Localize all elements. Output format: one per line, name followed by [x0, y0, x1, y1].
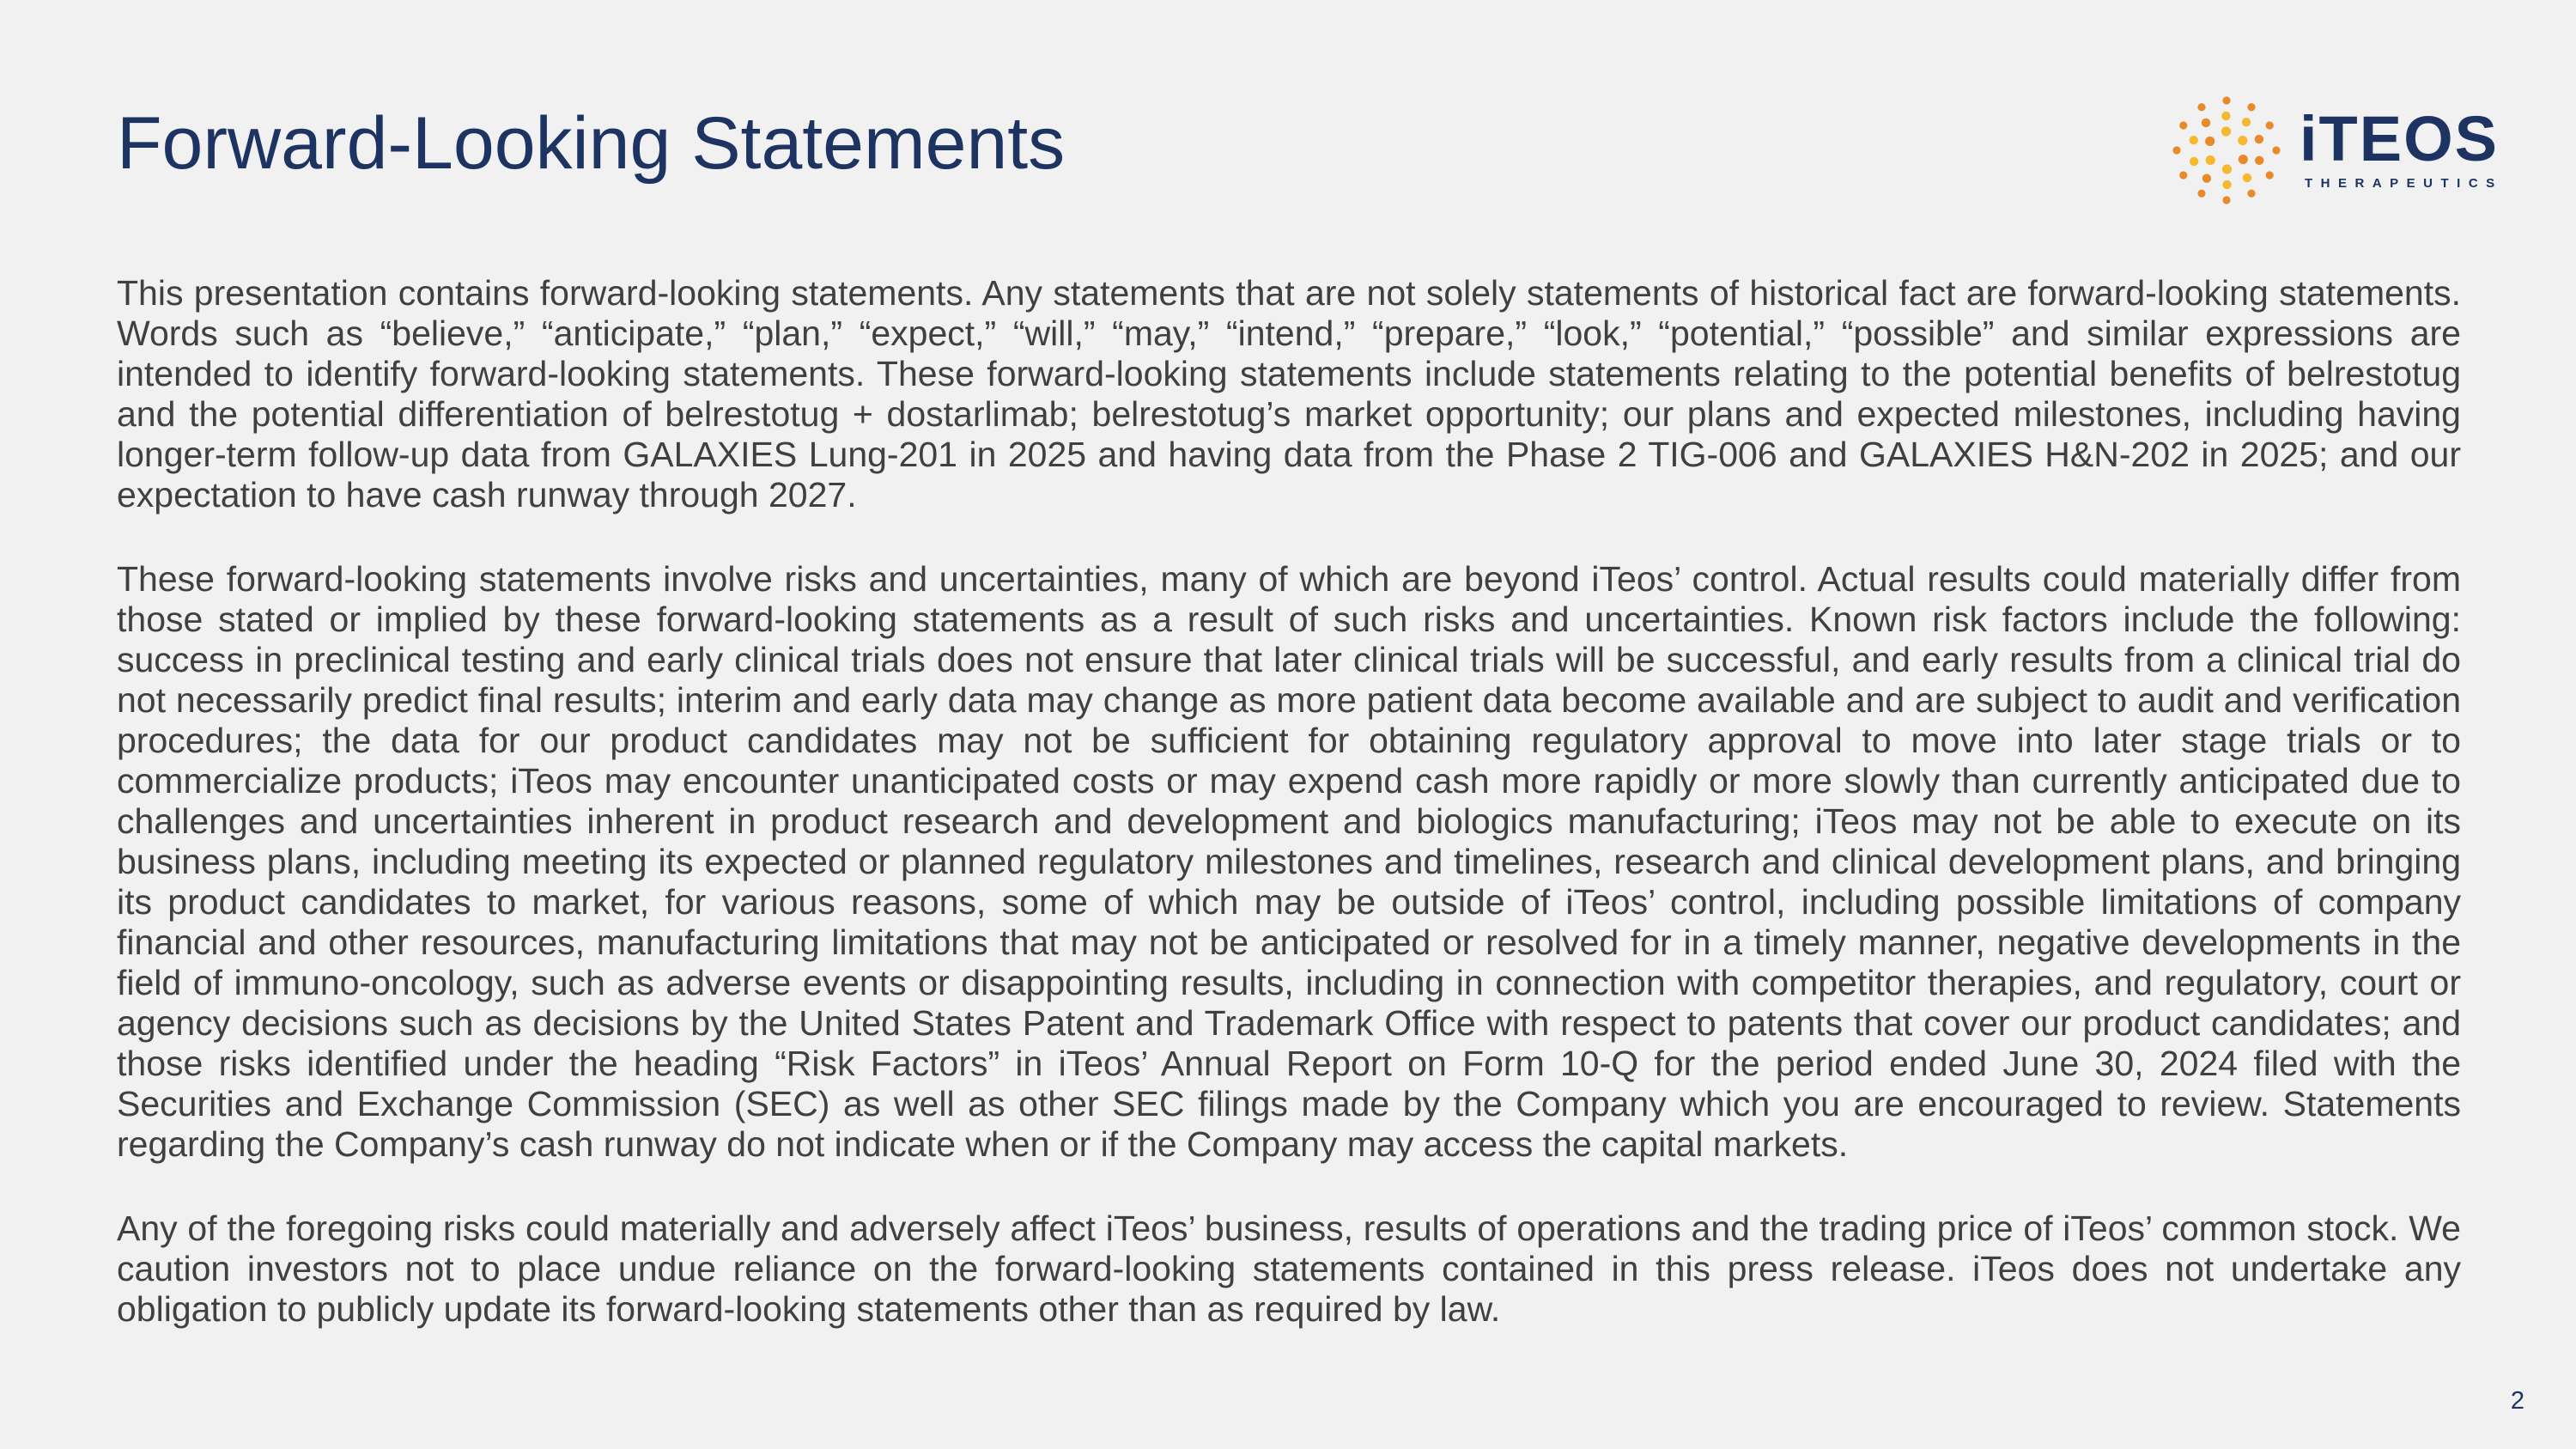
sunburst-dots-icon [2171, 94, 2282, 206]
paragraph-intro: This presentation contains forward-looking statements. Any statements that are not solely statements of historical fact are forward-looking statements. Words such as “believe,” “anticipate,” “plan,” “expect,” “will,” “may,” “intend,” “prepare,” “look,” “potential,” “possible” and similar expressions are intended to identify forward-looking statements. These forward-looking statements include statements relating to the potential benefits of belrestotug and the potential differentiation of belrestotug + dostarlimab; belrestotug’s market opportunity; our plans and expected milestones, including having longer-term follow-up data from GALAXIES Lung-201 in 2025 and having data from the Phase 2 TIG-006 and GALAXIES H&N-202 in 2025; and our expectation to have cash runway through 2027. [117, 273, 2461, 514]
logo-dot [2222, 164, 2232, 174]
page-number: 2 [2510, 1387, 2524, 1415]
logo-dot [2206, 155, 2215, 165]
logo-dot [2272, 146, 2280, 154]
logo-dot [2197, 190, 2205, 198]
logo-dot [2202, 119, 2210, 127]
logo-dot [2247, 190, 2255, 198]
logo-dot [2172, 146, 2180, 154]
logo-dot [2266, 171, 2274, 179]
logo-dot [2255, 156, 2263, 165]
paragraph-risks: These forward-looking statements involve risks and uncertainties, many of which are beyond iTeos’ control. Actual results could materially differ from those stated or implied by these forward-looking statements as a result of such risks and uncertainties. Known risk factors include the following: success in preclinical testing and early clinical trials does not ensure that later clinical trials will be successful, and early results from a clinical trial do not necessarily predict final results; interim and early data may change as more patient data become available and are subject to audit and verification procedures; the data for our product candidates may not be sufficient for obtaining regulatory approval to move into later stage trials or to commercialize products; iTeos may encounter unanticipated costs or may expend cash more rapidly or more slowly than currently anticipated due to challenges and uncertainties inherent in product research and development and biologics manufacturing; iTeos may not be able to execute on its business plans, including meeting its expected or planned regulatory milestones and timelines, research and clinical development plans, and bringing its product candidates to market, for various reasons, some of which may be outside of iTeos’ control, including possible limitations of company financial and other resources, manufacturing limitations that may not be anticipated or resolved for in a timely manner, negative developments in the field of immuno-oncology, such as adverse events or disappointing results, including in connection with competitor therapies, and regulatory, court or agency decisions such as decisions by the United States Patent and Trademark Office with respect to patents that cover our product candidates; and those risks identified under the heading “Risk Factors” in iTeos’ Annual Report on Form 10-Q for the period ended June 30, 2024 filed with the Securities and Exchange Commission (SEC) as well as other SEC filings made by the Company which you are encouraged to review. Statements regarding the Company’s cash runway do not indicate when or if the Company may access the capital markets. [117, 559, 2461, 1164]
logo-dot [2221, 112, 2230, 120]
page-title: Forward-Looking Statements [117, 102, 1066, 185]
logo-dot [2221, 126, 2231, 136]
logo-dot [2205, 137, 2215, 146]
statement-body [117, 273, 2461, 1373]
logo-tagline: THERAPEUTICS [2305, 176, 2503, 191]
logo-dot [2222, 96, 2230, 104]
logo-dot [2238, 136, 2247, 145]
company-logo [2171, 94, 2506, 206]
logo-dot [2190, 136, 2198, 144]
logo-dot [2255, 135, 2263, 143]
logo-dot [2197, 103, 2205, 111]
logo-dot [2266, 121, 2274, 129]
paragraph-caution: Any of the foregoing risks could materially and adversely affect iTeos’ business, results of operations and the trading price of iTeos’ common stock. We caution investors not to place undue reliance on the forward-looking statements contained in this press release. iTeos does not undertake any obligation to publicly update its forward-looking statements other than as required by law. [117, 1209, 2461, 1329]
logo-dot [2202, 174, 2211, 182]
logo-dot [2242, 118, 2251, 126]
logo-dot [2222, 180, 2231, 189]
logo-wordmark: iTEOS [2300, 103, 2500, 174]
logo-dot [2247, 103, 2255, 111]
logo-dot [2190, 157, 2198, 166]
logo-dot [2239, 155, 2248, 164]
logo-dot [2243, 174, 2251, 182]
logo-dot [2179, 121, 2187, 129]
logo-dot [2179, 171, 2187, 179]
logo-dot [2222, 196, 2230, 204]
